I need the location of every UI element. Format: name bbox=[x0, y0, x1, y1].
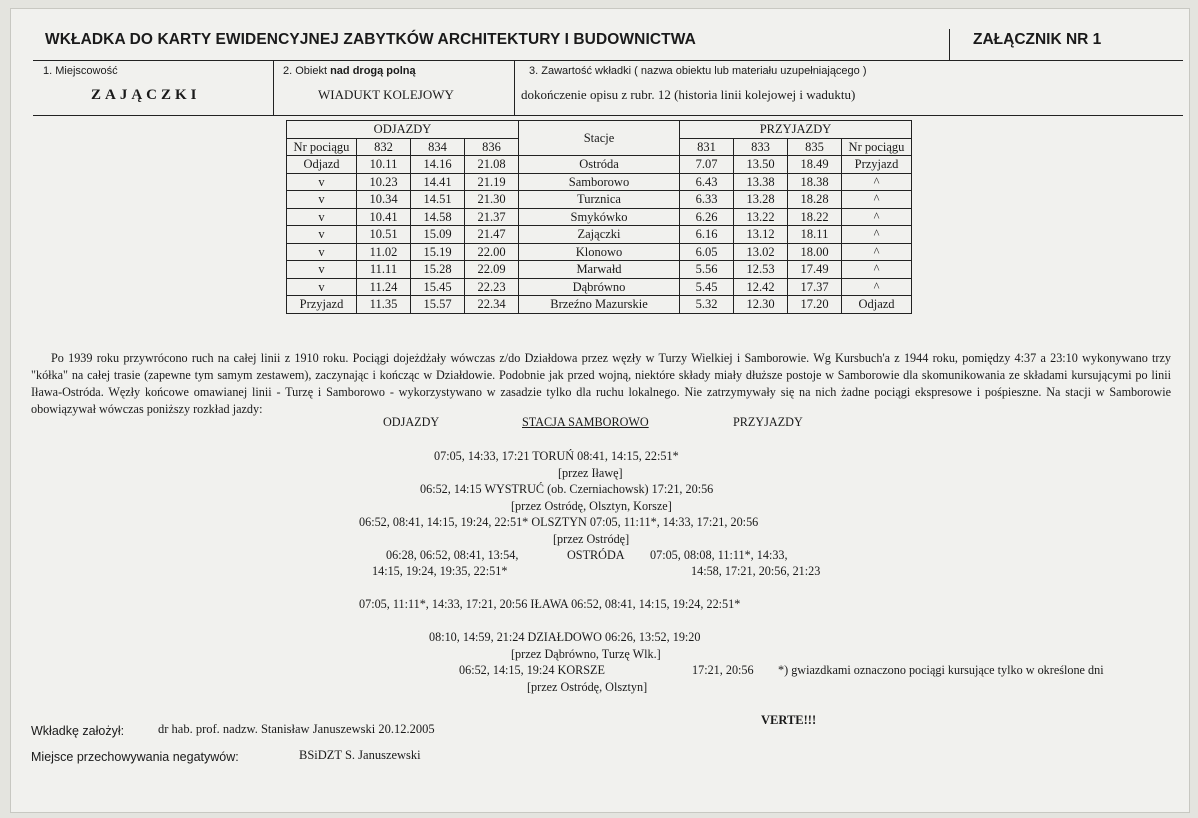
field-1-value: ZAJĄCZKI bbox=[91, 87, 201, 103]
time-cell: 18.28 bbox=[788, 191, 842, 209]
station-name: Klonowo bbox=[519, 243, 680, 261]
time-cell: 6.33 bbox=[680, 191, 734, 209]
samborowo-przyjazdy: PRZYJAZDY bbox=[733, 415, 803, 429]
route-ostroda-name: OSTRÓDA bbox=[567, 548, 625, 562]
time-cell: 21.19 bbox=[465, 173, 519, 191]
time-cell: 10.23 bbox=[357, 173, 411, 191]
samborowo-title: STACJA SAMBOROWO bbox=[522, 415, 649, 429]
direction-marker: ^ bbox=[842, 208, 912, 226]
station-name: Ostróda bbox=[519, 156, 680, 174]
field-3-label: 3. Zawartość wkładki ( nazwa obiektu lub materiału uzupełniającego ) bbox=[529, 65, 867, 77]
train-number: 836 bbox=[465, 138, 519, 156]
direction-marker: ^ bbox=[842, 226, 912, 244]
train-number: 832 bbox=[357, 138, 411, 156]
time-cell: 7.07 bbox=[680, 156, 734, 174]
time-cell: 14.16 bbox=[411, 156, 465, 174]
station-name: Samborowo bbox=[519, 173, 680, 191]
field-2-label: 2. Obiekt nad drogą polną bbox=[283, 65, 416, 77]
station-name: Zajączki bbox=[519, 226, 680, 244]
time-cell: 5.56 bbox=[680, 261, 734, 279]
time-cell: 22.23 bbox=[465, 278, 519, 296]
asterisk-note: *) gwiazdkami oznaczono pociągi kursujące tylko w określone dni bbox=[778, 663, 1104, 677]
time-cell: 21.37 bbox=[465, 208, 519, 226]
time-cell: 18.38 bbox=[788, 173, 842, 191]
time-cell: 10.41 bbox=[357, 208, 411, 226]
timetable bbox=[286, 120, 912, 314]
field-2-value: WIADUKT KOLEJOWY bbox=[318, 87, 454, 102]
time-cell: 18.22 bbox=[788, 208, 842, 226]
time-cell: 14.58 bbox=[411, 208, 465, 226]
time-cell: 11.02 bbox=[357, 243, 411, 261]
timetable-row bbox=[287, 243, 912, 261]
time-cell: 13.50 bbox=[734, 156, 788, 174]
field-3-value: dokończenie opisu z rubr. 12 (historia linii kolejowej i waduktu) bbox=[521, 87, 856, 102]
route-korsze-via: [przez Ostródę, Olsztyn] bbox=[527, 680, 648, 694]
direction-marker: ^ bbox=[842, 278, 912, 296]
timetable-row bbox=[287, 208, 912, 226]
route-ostroda-dep-2: 14:15, 19:24, 19:35, 22:51* bbox=[372, 564, 508, 578]
train-number: 835 bbox=[788, 138, 842, 156]
time-cell: 17.20 bbox=[788, 296, 842, 314]
station-name: Marwałd bbox=[519, 261, 680, 279]
time-cell: 12.53 bbox=[734, 261, 788, 279]
train-number-label-right: Nr pociągu bbox=[842, 138, 912, 156]
direction-marker: Odjazd bbox=[842, 296, 912, 314]
time-cell: 11.11 bbox=[357, 261, 411, 279]
time-cell: 17.37 bbox=[788, 278, 842, 296]
route-ostroda-dep-1: 06:28, 06:52, 08:41, 13:54, bbox=[386, 548, 519, 562]
author-label: Wkładkę założył: bbox=[31, 724, 125, 738]
time-cell: 18.00 bbox=[788, 243, 842, 261]
direction-marker: ^ bbox=[842, 243, 912, 261]
route-olsztyn: 06:52, 08:41, 14:15, 19:24, 22:51* OLSZTYN 07:05, 11:11*, 14:33, 17:21, 20:56 bbox=[359, 515, 759, 529]
time-cell: 11.24 bbox=[357, 278, 411, 296]
direction-marker: Przyjazd bbox=[287, 296, 357, 314]
time-cell: 10.11 bbox=[357, 156, 411, 174]
direction-marker: ^ bbox=[842, 261, 912, 279]
field-divider-2 bbox=[514, 60, 515, 115]
time-cell: 22.09 bbox=[465, 261, 519, 279]
direction-marker: v bbox=[287, 191, 357, 209]
train-number: 831 bbox=[680, 138, 734, 156]
timetable-row bbox=[287, 278, 912, 296]
time-cell: 14.51 bbox=[411, 191, 465, 209]
route-ostroda-arr-1: 07:05, 08:08, 11:11*, 14:33, bbox=[650, 548, 788, 562]
time-cell: 6.26 bbox=[680, 208, 734, 226]
time-cell: 6.16 bbox=[680, 226, 734, 244]
route-ostroda-arr-2: 14:58, 17:21, 20:56, 21:23 bbox=[691, 564, 821, 578]
train-number: 833 bbox=[734, 138, 788, 156]
time-cell: 14.41 bbox=[411, 173, 465, 191]
time-cell: 13.02 bbox=[734, 243, 788, 261]
direction-marker: Odjazd bbox=[287, 156, 357, 174]
direction-marker: ^ bbox=[842, 173, 912, 191]
route-olsztyn-via: [przez Ostródę] bbox=[553, 532, 630, 546]
route-ilawa: 07:05, 11:11*, 14:33, 17:21, 20:56 IŁAWA 06:52, 08:41, 14:15, 19:24, 22:51* bbox=[359, 597, 741, 611]
time-cell: 17.49 bbox=[788, 261, 842, 279]
train-number: 834 bbox=[411, 138, 465, 156]
history-text: Po 1939 roku przywrócono ruch na całej linii z 1910 roku. Pociągi dojeżdżały wówczas z/do Działdowa przez węzły w Turzy Wielkiej i Samborowie. Wg Kursbuch'a z 1944 roku, pomiędzy 4:37 a 23:10 wykonywano trzy "kółka" na całej trasie (zapewne tym samym zestawem), zaczynając i kończąc w Działdowie. Podobnie jak przed wojną, niektóre składy miały dłuższe postoje w Samborowie dla skomunikowania ze składami kursującymi po linii Iława-Ostróda. Węzły końcowe omawianej linii - Turzę i Samborowo - wykorzystywano w zasadzie tylko dla ruchu lokalnego. Nie zatrzymywały się na nich żadne pociągi ekspresowe i pośpieszne. Na stacji w Samborowie obowiązywał wówczas poniższy rozkład jazdy: bbox=[31, 351, 1171, 416]
verte-note: VERTE!!! bbox=[761, 713, 817, 727]
document-sheet bbox=[10, 8, 1190, 813]
direction-marker: v bbox=[287, 208, 357, 226]
przyjazdy-header: PRZYJAZDY bbox=[680, 121, 912, 139]
time-cell: 13.22 bbox=[734, 208, 788, 226]
route-dzialdowo: 08:10, 14:59, 21:24 DZIAŁDOWO 06:26, 13:52, 19:20 bbox=[429, 630, 701, 644]
direction-marker: v bbox=[287, 226, 357, 244]
timetable-row bbox=[287, 173, 912, 191]
route-torun-via: [przez Iławę] bbox=[558, 466, 623, 480]
timetable-row bbox=[287, 191, 912, 209]
direction-marker: v bbox=[287, 261, 357, 279]
route-wystruc-via: [przez Ostródę, Olsztyn, Korsze] bbox=[511, 499, 672, 513]
time-cell: 13.12 bbox=[734, 226, 788, 244]
station-name: Turznica bbox=[519, 191, 680, 209]
time-cell: 15.28 bbox=[411, 261, 465, 279]
timetable-row bbox=[287, 261, 912, 279]
route-korsze-arr: 17:21, 20:56 bbox=[692, 663, 754, 677]
time-cell: 13.38 bbox=[734, 173, 788, 191]
station-name: Dąbrówno bbox=[519, 278, 680, 296]
time-cell: 21.08 bbox=[465, 156, 519, 174]
time-cell: 12.30 bbox=[734, 296, 788, 314]
time-cell: 21.30 bbox=[465, 191, 519, 209]
time-cell: 15.57 bbox=[411, 296, 465, 314]
train-number-label-left: Nr pociągu bbox=[287, 138, 357, 156]
route-dzialdowo-via: [przez Dąbrówno, Turzę Wlk.] bbox=[511, 647, 661, 661]
field-1-label: 1. Miejscowość bbox=[43, 65, 118, 77]
time-cell: 15.45 bbox=[411, 278, 465, 296]
header-separator bbox=[949, 29, 950, 60]
annex-number: ZAŁĄCZNIK NR 1 bbox=[973, 31, 1102, 48]
station-name: Brzeźno Mazurskie bbox=[519, 296, 680, 314]
fields-rule bbox=[33, 115, 1183, 116]
author-value: dr hab. prof. nadzw. Stanisław Januszewski 20.12.2005 bbox=[158, 722, 435, 736]
time-cell: 18.49 bbox=[788, 156, 842, 174]
direction-marker: Przyjazd bbox=[842, 156, 912, 174]
time-cell: 5.32 bbox=[680, 296, 734, 314]
direction-marker: v bbox=[287, 243, 357, 261]
stacje-header: Stacje bbox=[519, 121, 680, 156]
time-cell: 5.45 bbox=[680, 278, 734, 296]
time-cell: 13.28 bbox=[734, 191, 788, 209]
time-cell: 22.34 bbox=[465, 296, 519, 314]
document-title: WKŁADKA DO KARTY EWIDENCYJNEJ ZABYTKÓW ARCHITEKTURY I BUDOWNICTWA bbox=[45, 31, 696, 48]
time-cell: 6.43 bbox=[680, 173, 734, 191]
storage-label: Miejsce przechowywania negatywów: bbox=[31, 750, 239, 764]
direction-marker: ^ bbox=[842, 191, 912, 209]
time-cell: 18.11 bbox=[788, 226, 842, 244]
route-wystruc: 06:52, 14:15 WYSTRUĆ (ob. Czerniachowsk) 17:21, 20:56 bbox=[420, 482, 714, 496]
route-korsze: 06:52, 14:15, 19:24 KORSZE bbox=[459, 663, 605, 677]
samborowo-odjazdy: ODJAZDY bbox=[383, 415, 440, 429]
time-cell: 15.19 bbox=[411, 243, 465, 261]
odjazdy-header: ODJAZDY bbox=[287, 121, 519, 139]
time-cell: 12.42 bbox=[734, 278, 788, 296]
direction-marker: v bbox=[287, 278, 357, 296]
time-cell: 10.51 bbox=[357, 226, 411, 244]
time-cell: 6.05 bbox=[680, 243, 734, 261]
history-paragraph bbox=[31, 350, 1171, 418]
timetable-row bbox=[287, 296, 912, 314]
station-name: Smykówko bbox=[519, 208, 680, 226]
time-cell: 21.47 bbox=[465, 226, 519, 244]
header-rule bbox=[33, 60, 1183, 61]
storage-value: BSiDZT S. Januszewski bbox=[299, 748, 421, 762]
time-cell: 15.09 bbox=[411, 226, 465, 244]
time-cell: 10.34 bbox=[357, 191, 411, 209]
field-divider-1 bbox=[273, 60, 274, 115]
time-cell: 22.00 bbox=[465, 243, 519, 261]
direction-marker: v bbox=[287, 173, 357, 191]
timetable-row bbox=[287, 226, 912, 244]
route-torun: 07:05, 14:33, 17:21 TORUŃ 08:41, 14:15, 22:51* bbox=[434, 449, 679, 463]
timetable-row bbox=[287, 156, 912, 174]
time-cell: 11.35 bbox=[357, 296, 411, 314]
